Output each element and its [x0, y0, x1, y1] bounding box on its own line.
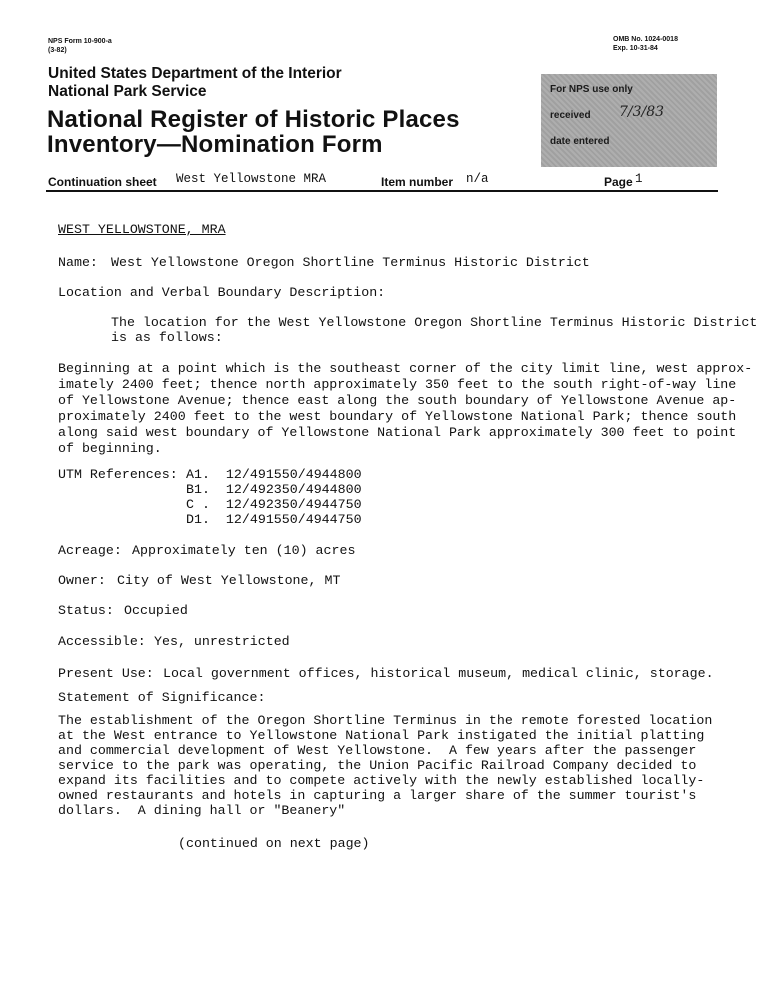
page-number: 1 — [635, 172, 643, 186]
utm-label: UTM References: — [58, 467, 178, 482]
significance-line: owned restaurants and hotels in capturing a larger share of the summer tourist's — [58, 788, 697, 803]
status-label: Status: — [58, 603, 114, 618]
owner-label: Owner: — [58, 573, 106, 588]
form-title-line2: Inventory—Nomination Form — [47, 131, 383, 158]
boundary-line: of Yellowstone Avenue; thence east along the south boundary of Yellowstone Avenue ap- — [58, 393, 737, 408]
continuation-sheet-value: West Yellowstone MRA — [176, 172, 327, 186]
location-intro-line: The location for the West Yellowstone Oregon Shortline Terminus Historic District — [111, 315, 758, 330]
location-intro-line: is as follows: — [111, 330, 223, 345]
received-date-handwritten: 7/3/83 — [619, 104, 665, 120]
document-heading: WEST YELLOWSTONE, MRA — [58, 222, 226, 237]
boundary-line: of beginning. — [58, 441, 162, 456]
utm-coordinates: 12/492350/4944800 — [225, 482, 362, 497]
significance-line: and commercial development of West Yellowstone. A few years after the passenger — [58, 743, 697, 758]
received-label: received — [550, 110, 591, 121]
utm-point-label: B1. — [186, 482, 210, 497]
accessible-value: Yes, unrestricted — [154, 634, 290, 649]
form-number: NPS Form 10-900-a — [48, 38, 112, 45]
omb-number: OMB No. 1024-0018 — [613, 36, 678, 43]
form-revision: (3-82) — [48, 47, 67, 54]
nps-use-only-box — [541, 74, 717, 167]
utm-point-a — [186, 467, 362, 482]
utm-point-label: C . — [186, 497, 210, 512]
boundary-line: proximately 2400 feet to the west boundary of Yellowstone National Park; thence south — [58, 409, 737, 424]
owner-value: City of West Yellowstone, MT — [117, 573, 341, 588]
utm-point-label: A1. — [186, 467, 210, 482]
name-label: Name: — [58, 255, 98, 270]
utm-point-c — [186, 497, 362, 512]
significance-line: expand its facilities and to compete actively with the newly established locally- — [58, 773, 705, 788]
significance-line: dollars. A dining hall or "Beanery" — [58, 803, 346, 818]
boundary-line: Beginning at a point which is the southeast corner of the city limit line, west approx- — [58, 361, 753, 376]
present-use-value: Local government offices, historical museum, medical clinic, storage. — [163, 666, 714, 681]
utm-coordinates: 12/491550/4944800 — [225, 467, 362, 482]
department-name: United States Department of the Interior — [48, 65, 342, 82]
utm-coordinates: 12/492350/4944750 — [225, 497, 362, 512]
significance-line: The establishment of the Oregon Shortline Terminus in the remote forested location — [58, 713, 713, 728]
boundary-line: imately 2400 feet; thence north approximately 350 feet to the south right-of-way line — [58, 377, 737, 392]
utm-point-d — [186, 512, 362, 527]
date-entered-label: date entered — [550, 136, 610, 147]
item-number-label: Item number — [381, 175, 454, 189]
utm-coordinates: 12/491550/4944750 — [225, 512, 362, 527]
page-label: Page — [604, 175, 633, 189]
utm-point-b — [186, 482, 362, 497]
status-value: Occupied — [124, 603, 188, 618]
service-name: National Park Service — [48, 83, 207, 100]
boundary-line: along said west boundary of Yellowstone National Park approximately 300 feet to point — [58, 425, 737, 440]
accessible-label: Accessible: — [58, 634, 146, 649]
acreage-value: Approximately ten (10) acres — [132, 543, 356, 558]
expiration-date: Exp. 10-31-84 — [613, 45, 658, 52]
name-value: West Yellowstone Oregon Shortline Terminus Historic District — [111, 255, 590, 270]
acreage-label: Acreage: — [58, 543, 122, 558]
continuation-sheet-label: Continuation sheet — [48, 175, 157, 189]
significance-line: at the West entrance to Yellowstone National Park instigated the initial platting — [58, 728, 705, 743]
continued-note: (continued on next page) — [178, 836, 370, 851]
location-heading: Location and Verbal Boundary Description: — [58, 285, 386, 300]
header-divider — [46, 190, 718, 192]
utm-point-label: D1. — [186, 512, 210, 527]
nps-use-only-label: For NPS use only — [550, 84, 633, 95]
significance-heading: Statement of Significance: — [58, 690, 266, 705]
present-use-label: Present Use: — [58, 666, 154, 681]
form-title-line1: National Register of Historic Places — [47, 106, 460, 133]
significance-line: service to the park was operating, the Union Pacific Railroad Company decided to — [58, 758, 697, 773]
item-number-value: n/a — [466, 172, 489, 186]
